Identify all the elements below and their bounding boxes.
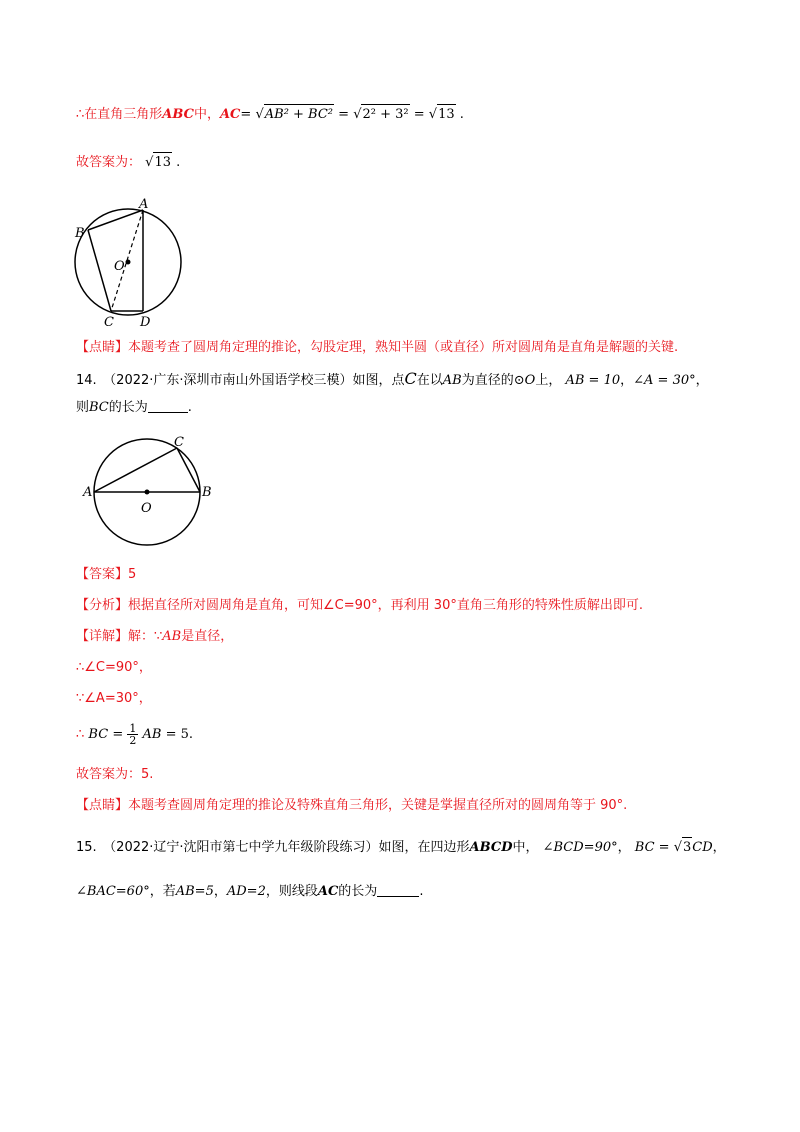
text: ，则线段 (265, 884, 318, 899)
segment-bc: BC (89, 400, 109, 415)
segment-cd: CD (692, 840, 713, 855)
segment-ab: AB (142, 727, 162, 742)
step-3 (76, 722, 193, 748)
figure-circle-abc (80, 430, 220, 550)
period: . (459, 107, 464, 122)
text: 上， (535, 373, 562, 388)
point-c: C (404, 369, 417, 388)
period: . (419, 884, 424, 899)
radicand: 13 (153, 152, 172, 173)
math-angle-a: ∠A = 30° (633, 373, 696, 388)
detail-14 (76, 627, 233, 647)
final-answer-14: 故答案为：5. (76, 767, 154, 782)
math-angle-bac: ∠BAC=60° (76, 884, 150, 899)
label-c: C (104, 315, 114, 330)
equals-5: = 5 (165, 727, 189, 742)
text: 在以 (416, 373, 443, 388)
text: 的长为 (338, 884, 378, 899)
step-1: ∴∠C=90°， (76, 660, 152, 675)
period: . (187, 400, 192, 415)
label-a: A (83, 485, 93, 500)
text: ， (617, 840, 631, 855)
text: 是直径， (181, 629, 234, 644)
question-15-line-1: 15. （2022·辽宁·沈阳市第七中学九年级阶段练习）如图，在四边形ABCD中， ∠BCD=90°， BC = √3CD， (76, 837, 726, 858)
fraction-half (127, 723, 138, 746)
figure-circle-abcd (68, 195, 198, 330)
radicand: 3 (682, 837, 692, 858)
text: 14. （2022·广东·深圳市南山外国语学校三模）如图，点 (76, 373, 405, 388)
text: ∴在直角三角形 (76, 107, 163, 122)
solution-line-1 (76, 104, 464, 125)
label-c: C (174, 435, 184, 450)
answer-blank[interactable] (148, 398, 188, 413)
question-14-line-1 (76, 369, 709, 391)
period: . (188, 727, 194, 742)
segment-ac (94, 448, 177, 492)
answer-line (76, 152, 180, 173)
circle-o: ⊙O (513, 373, 536, 388)
text: ， (620, 373, 634, 388)
equals: = (112, 727, 124, 742)
text: 为直径的 (461, 373, 514, 388)
quad-abcd: ABCD (469, 840, 513, 855)
segment-ac: AC (317, 884, 339, 899)
label-o: O (141, 501, 152, 516)
segment-ab: AB (442, 373, 462, 388)
answer-blank[interactable] (377, 882, 419, 897)
equals: = (413, 107, 425, 122)
radicand: 2² + 3² (361, 104, 409, 125)
text: 中， (193, 107, 220, 122)
question-14-line-2 (76, 398, 192, 418)
text: 15. （2022·辽宁·沈阳市第七中学九年级阶段练习）如图，在四边形 (76, 840, 470, 855)
segment-ac: AC (219, 107, 241, 122)
math-ad: AD=2 (226, 884, 266, 899)
math-angle-bcd: ∠BCD=90° (542, 840, 618, 855)
label-o: O (114, 259, 125, 274)
question-15-line-2 (76, 882, 423, 902)
center-point (126, 260, 131, 265)
math-expression: √13 (145, 155, 172, 170)
step-2: ∵∠A=30°， (76, 691, 152, 706)
denominator: 2 (129, 734, 137, 747)
math-bc: BC = (634, 840, 674, 855)
math-expression: √AB² + BC² = √2² + 3² = √13 (255, 107, 459, 122)
label-b: B (75, 226, 85, 241)
equals: = (338, 107, 350, 122)
text: 中， (512, 840, 539, 855)
text: ， (695, 373, 709, 388)
dianjing-13: 【点睛】本题考查了圆周角定理的推论，勾股定理，熟知半圆（或直径）所对圆周角是直角是解题的关键. (76, 340, 679, 355)
math-ab-10: AB = 10 (565, 373, 621, 388)
radicand: 13 (437, 104, 456, 125)
segment-cb (177, 448, 200, 492)
segment-bc (88, 230, 111, 311)
period: . (176, 155, 181, 170)
text: ， (712, 840, 726, 855)
answer-14: 【答案】5 (76, 567, 137, 582)
therefore: ∴ (76, 727, 85, 742)
numerator: 1 (129, 722, 137, 735)
dianjing-14: 【点睛】本题考查圆周角定理的推论及特殊直角三角形，关键是掌握直径所对的圆周角等于 90°. (76, 798, 628, 813)
label-b: B (202, 485, 212, 500)
text: ， (213, 884, 227, 899)
label-d: D (140, 315, 151, 330)
triangle-name: ABC (162, 107, 194, 122)
segment-ab: AB (162, 629, 182, 644)
text: 则 (76, 400, 90, 415)
label-a: A (139, 197, 149, 212)
text: 【详解】解：∵ (76, 629, 163, 644)
math-ab: AB=5 (175, 884, 214, 899)
radicand: AB² + BC² (264, 104, 334, 125)
equals: = (240, 107, 252, 122)
center-point (145, 490, 150, 495)
text: 故答案为： (76, 155, 142, 170)
text: 的长为 (108, 400, 148, 415)
analysis-14: 【分析】根据直径所对圆周角是直角，可知∠C=90°，再利用 30°直角三角形的特殊性质解出即可. (76, 598, 643, 613)
text: ，若 (149, 884, 176, 899)
segment-bc: BC (88, 727, 109, 742)
